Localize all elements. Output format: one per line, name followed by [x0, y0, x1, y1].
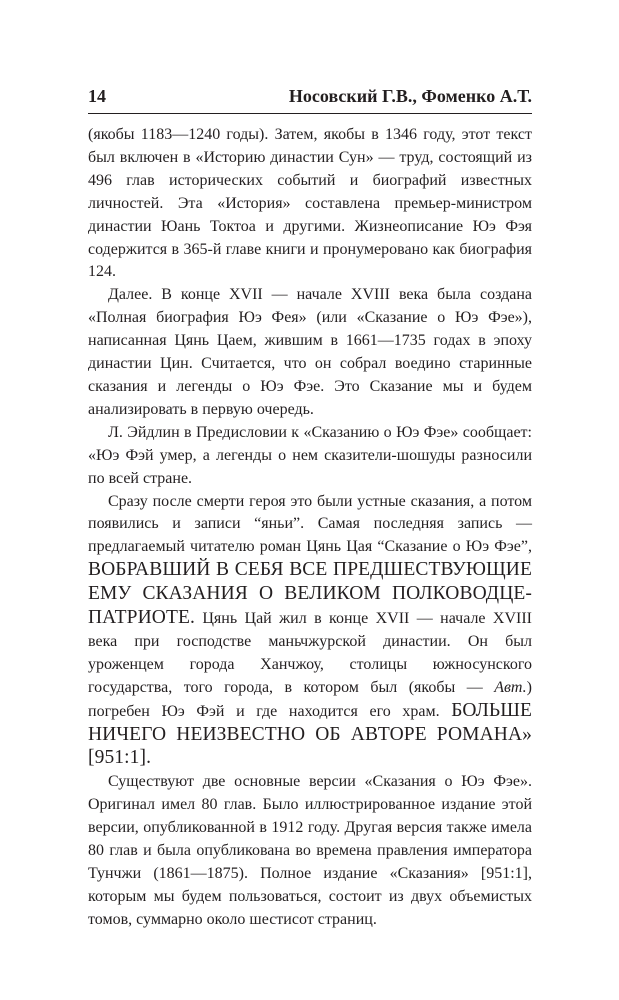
paragraph-4-text-c: ) погребен Юэ Фэй и где находится его храм.: [88, 678, 532, 720]
paragraph-1: (якобы 1183—1240 годы). Затем, якобы в 1346 году, этот текст был включен в «Историю династии Сун» — труд, состоящий из 496 глав исторических событий и биографий известных личностей. Эта «История» составлена премьер-министром династии Юань Токтоа и другими. Жизнеописание Юэ Фэя содержится в 365-й главе книги и пронумеровано как биография 124.: [88, 126, 532, 281]
running-header: [88, 86, 532, 114]
paragraph-4-text-b: Цянь Цай жил в конце XVII — начале XVIII века при господстве маньчжурской династии. Он был уроженцем города Ханчжоу, столицы южносунского государства, того города, в котором был (якобы —: [88, 610, 532, 696]
paragraph-2: Далее. В конце XVII — начале XVIII века была создана «Полная биография Юэ Фея» (или «Сказание о Юэ Фэе»), написанная Цянь Цаем, жившим в 1661—1735 годах в эпоху династии Цин. Считается, что он собрал воедино старинные сказания и легенды о Юэ Фэе. Это Сказание мы и будем анализировать в первую очередь.: [88, 286, 532, 418]
paragraph-4-caps-2: БОЛЬШЕ НИЧЕГО НЕИЗВЕСТНО ОБ АВТОРЕ РОМАНА»: [88, 699, 532, 745]
book-page: [88, 86, 532, 932]
paragraph-4-text-a: Сразу после смерти героя это были устные сказания, а потом появились и записи “яньи”. Самая последняя запись — предлагаемый читателю роман Цянь Цая “Сказание о Юэ Фэе”,: [88, 492, 532, 556]
author-note: Авт.: [494, 678, 527, 696]
paragraph-3: Л. Эйдлин в Предисловии к «Сказанию о Юэ Фэе» сообщает: «Юэ Фэй умер, а легенды о нем сказители-шошуды разносили по всей стране.: [88, 423, 532, 487]
paragraph-5: Существуют две основные версии «Сказания о Юэ Фэе». Оригинал имел 80 глав. Было иллюстрированное издание этой версии, опубликованной в 1912 году. Другая версия также имела 80 глав и была опубликована во времена правления императора Тунчжи (1861—1875). Полное издание «Сказания» [951:1], которым мы будем пользоваться, состоит из двух объемистых томов, суммарно около шестисот страниц.: [88, 773, 532, 928]
page-number: 14: [88, 86, 106, 106]
paragraph-4: [88, 491, 532, 772]
header-authors: Носовский Г.В., Фоменко А.Т.: [288, 86, 532, 106]
body-text: [88, 124, 532, 932]
citation-ref: [951:1].: [88, 747, 152, 769]
paragraph-4-caps-1: ВОБРАВШИЙ В СЕБЯ ВСЕ ПРЕДШЕСТВУЮЩИЕ ЕМУ СКАЗАНИЯ О ВЕЛИКОМ ПОЛКОВОДЦЕ-ПАТРИОТЕ.: [88, 559, 532, 629]
